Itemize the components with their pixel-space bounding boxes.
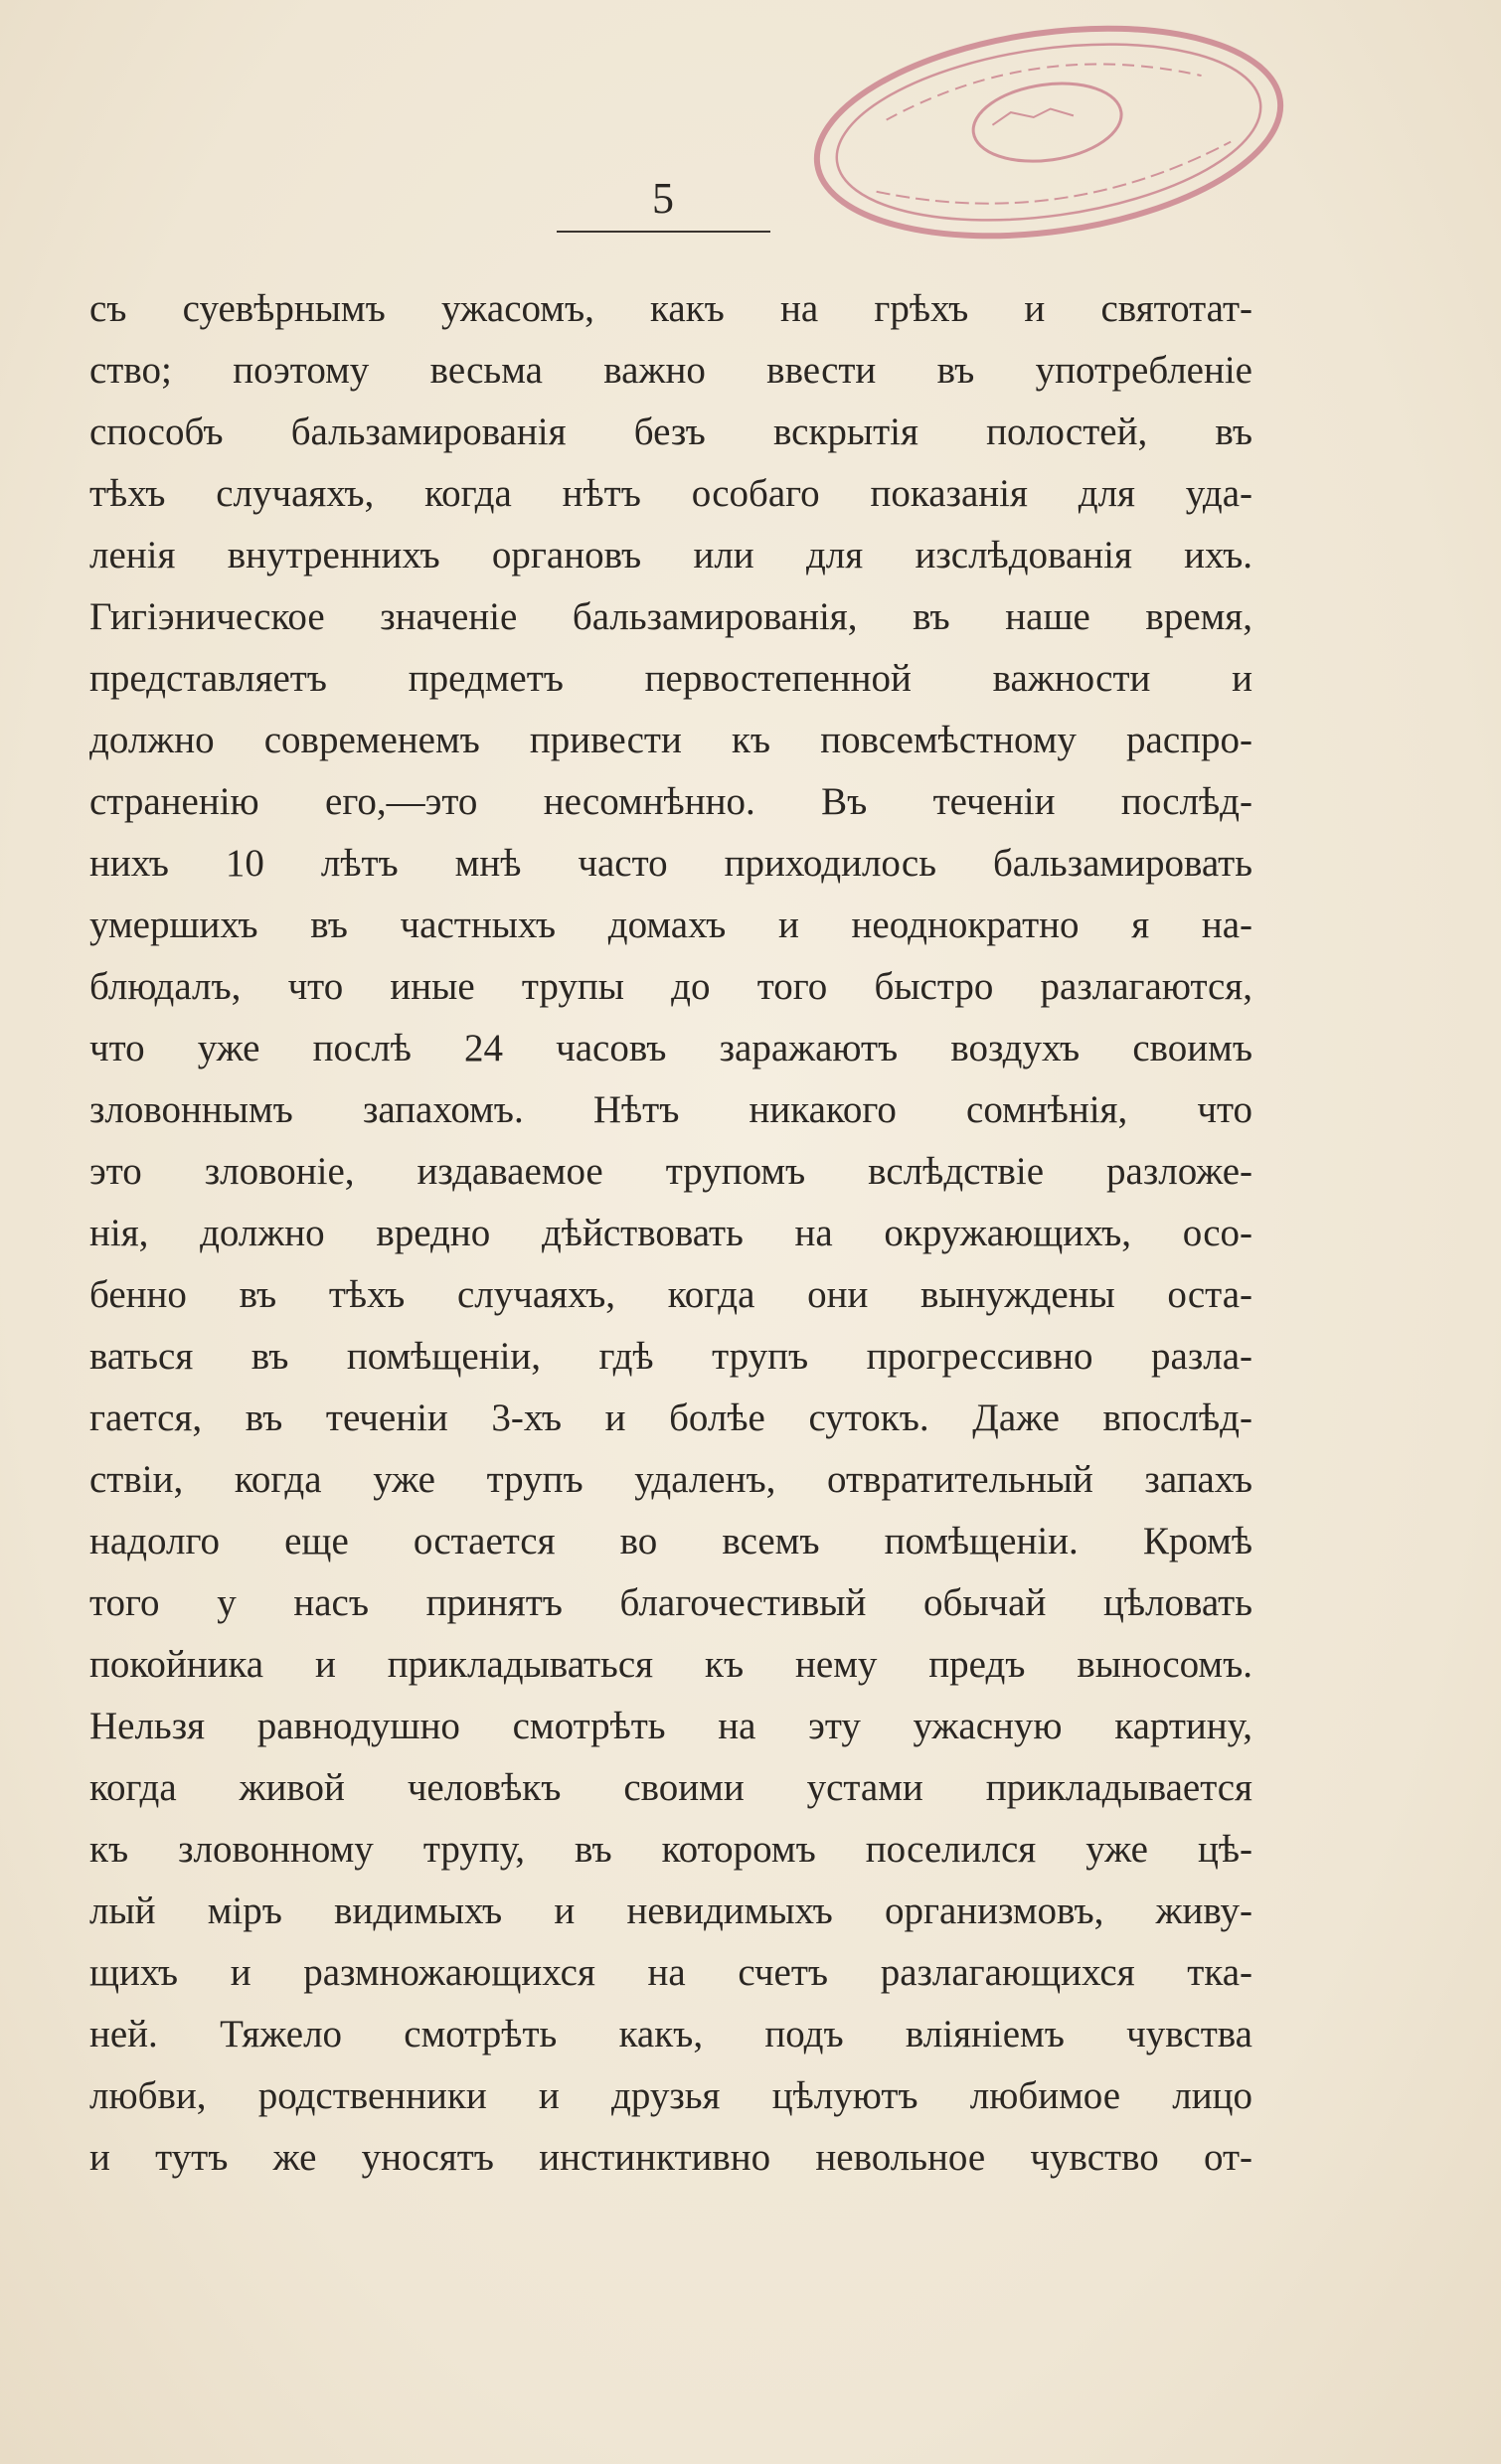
page-number-rule: [557, 231, 770, 233]
text-line: щихъ и размножающихся на счетъ разлагающихся тка-: [89, 1951, 1252, 1994]
text-line: тѣхъ случаяхъ, когда нѣтъ особаго показанія для уда-: [89, 472, 1252, 515]
text-line: нія, должно вредно дѣйствовать на окружающихъ, осо-: [89, 1212, 1252, 1254]
text-line: того у насъ принятъ благочестивый обычай цѣловать: [89, 1581, 1252, 1624]
text-line: ство; поэтому весьма важно ввести въ употребленіе: [89, 349, 1252, 392]
body-text: [89, 278, 1252, 2189]
text-line: нихъ 10 лѣтъ мнѣ часто приходилось бальзамировать: [89, 842, 1252, 885]
text-line: способъ бальзамированія безъ вскрытія полостей, въ: [89, 411, 1252, 453]
text-line: зловоннымъ запахомъ. Нѣтъ никакого сомнѣнія, что: [89, 1088, 1252, 1131]
text-line: любви, родственники и друзья цѣлуютъ любимое лицо: [89, 2074, 1252, 2117]
library-stamp: [786, 0, 1310, 280]
text-line: что уже послѣ 24 часовъ заражаютъ воздухъ своимъ: [89, 1027, 1252, 1069]
text-line: Гигіэническое значеніе бальзамированія, въ наше время,: [89, 595, 1252, 638]
text-line: Нельзя равнодушно смотрѣть на эту ужасную картину,: [89, 1705, 1252, 1747]
text-line: умершихъ въ частныхъ домахъ и неоднократно я на-: [89, 903, 1252, 946]
text-line: должно современемъ привести къ повсемѣстному распро-: [89, 719, 1252, 761]
text-line: бенно въ тѣхъ случаяхъ, когда они вынуждены оста-: [89, 1273, 1252, 1316]
text-line: ленія внутреннихъ органовъ или для изслѣдованія ихъ.: [89, 534, 1252, 576]
text-line: ствіи, когда уже трупъ удаленъ, отвратительный запахъ: [89, 1458, 1252, 1501]
text-line: когда живой человѣкъ своими устами прикладывается: [89, 1766, 1252, 1809]
text-line: ваться въ помѣщеніи, гдѣ трупъ прогрессивно разла-: [89, 1335, 1252, 1378]
text-line: лый міръ видимыхъ и невидимыхъ организмовъ, живу-: [89, 1889, 1252, 1932]
text-line: ней. Тяжело смотрѣть какъ, подъ вліяніемъ чувства: [89, 2013, 1252, 2055]
text-line: покойника и прикладываться къ нему предъ выносомъ.: [89, 1643, 1252, 1686]
text-line: представляетъ предметъ первостепенной важности и: [89, 657, 1252, 700]
text-line: гается, въ теченіи 3-хъ и болѣе сутокъ. Даже впослѣд-: [89, 1396, 1252, 1439]
text-line: съ суевѣрнымъ ужасомъ, какъ на грѣхъ и святотат-: [89, 287, 1252, 330]
page-number: 5: [652, 174, 675, 223]
text-line: и тутъ же уносятъ инстинктивно невольное чувство от-: [89, 2136, 1252, 2179]
text-line: надолго еще остается во всемъ помѣщеніи. Кромѣ: [89, 1520, 1252, 1562]
text-line: страненію его,—это несомнѣнно. Въ теченіи послѣд-: [89, 780, 1252, 823]
text-line: къ зловонному трупу, въ которомъ поселился уже цѣ-: [89, 1828, 1252, 1871]
text-line: это зловоніе, издаваемое трупомъ вслѣдствіе разложе-: [89, 1150, 1252, 1193]
text-line: блюдалъ, что иные трупы до того быстро разлагаются,: [89, 965, 1252, 1008]
